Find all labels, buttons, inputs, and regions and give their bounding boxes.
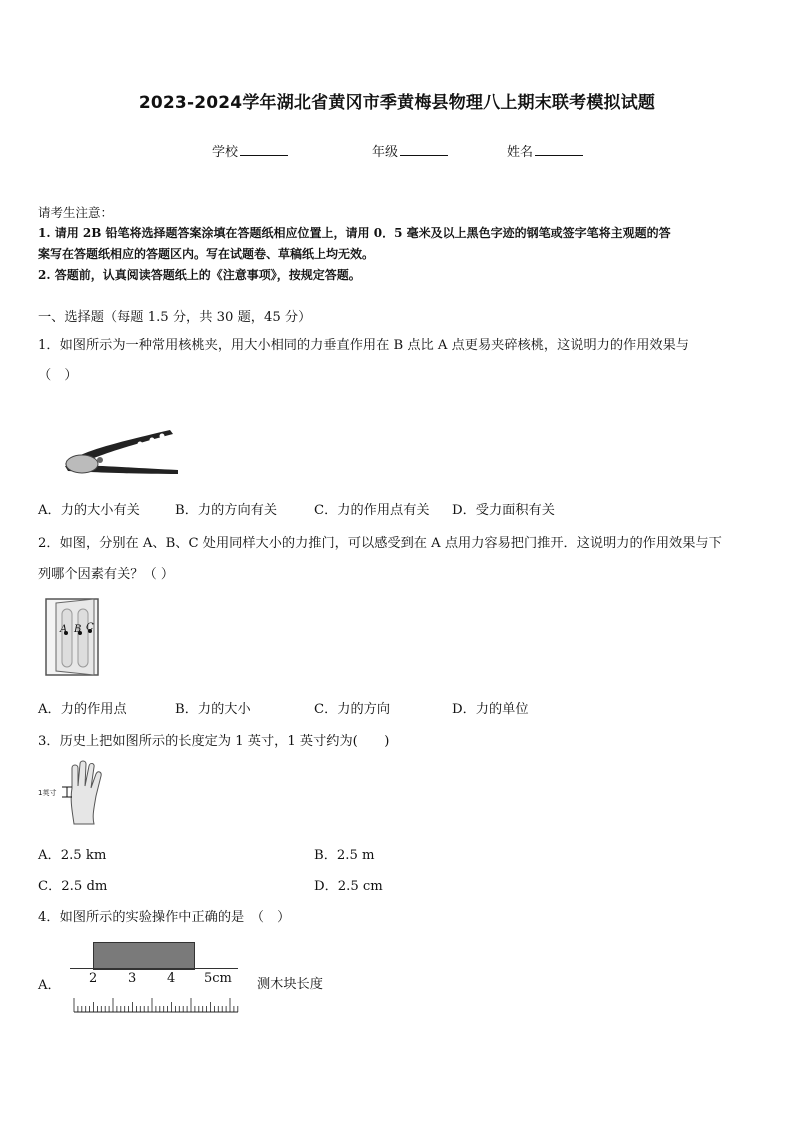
ruler-tick-label-5: 5cm — [204, 971, 232, 986]
school-blank — [240, 143, 288, 156]
ruler-tick-label-2: 2 — [89, 971, 98, 986]
hand-image — [38, 760, 110, 826]
question-2-option-b: B．力的大小 — [175, 702, 251, 717]
notice-line-1: 1. 请用 2B 铅笔将选择题答案涂填在答题纸相应位置上，请用 0．5 毫米及以上黑色字迹的钢笔或签字笔将主观题的答 — [38, 226, 671, 240]
grade-label: 年级 — [372, 145, 399, 160]
notice-line-2: 2. 答题前，认真阅读答题纸上的《注意事项》，按规定答题。 — [38, 268, 361, 282]
name-label: 姓名 — [507, 145, 534, 160]
name-blank — [535, 143, 583, 156]
question-3-option-b: B．2.5 m — [314, 848, 375, 863]
ruler-tick-label-4: 4 — [167, 971, 176, 986]
nutcracker-image — [60, 424, 185, 480]
question-4-option-a-label: A． — [38, 978, 61, 993]
question-4-caption: 测木块长度 — [257, 977, 323, 992]
door-label-b: B — [74, 624, 82, 635]
question-2-option-d: D．力的单位 — [452, 702, 529, 717]
section-heading: 一、选择题（每题 1.5 分，共 30 题，45 分） — [38, 310, 312, 325]
question-1-option-c: C．力的作用点有关 — [314, 503, 430, 518]
door-image — [44, 597, 100, 677]
name-field — [507, 141, 583, 160]
hand-inch-label: 1英寸 — [38, 789, 57, 797]
grade-field — [372, 141, 448, 160]
school-field — [212, 141, 288, 160]
page-title: 2023-2024学年湖北省黄冈市季黄梅县物理八上期末联考模拟试题 — [138, 93, 656, 113]
ruler-scale — [70, 942, 242, 1016]
question-1-text: 1．如图所示为一种常用核桃夹，用大小相同的力垂直作用在 B 点比 A 点更易夹碎核桃，这说明力的作用效果与 — [38, 338, 689, 353]
question-3-option-c: C．2.5 dm — [38, 879, 108, 894]
door-label-a: A — [60, 624, 68, 635]
question-2-option-c: C．力的方向 — [314, 702, 391, 717]
door-label-c: C — [86, 622, 94, 633]
notice-line-1b: 案写在答题纸相应的答题区内。写在试题卷、草稿纸上均无效。 — [38, 247, 375, 261]
question-1-option-d: D．受力面积有关 — [452, 503, 555, 518]
question-1-option-a: A．力的大小有关 — [38, 503, 140, 518]
question-1-blank: （ ） — [38, 368, 78, 383]
ruler-tick-label-3: 3 — [128, 971, 137, 986]
question-2-text: 2．如图，分别在 A、B、C 处用同样大小的力推门，可以感受到在 A 点用力容易把门推开．这说明力的作用效果与下 — [38, 536, 722, 551]
question-3-option-a: A．2.5 km — [38, 848, 107, 863]
door-drawing — [44, 597, 100, 677]
question-1-option-b: B．力的方向有关 — [175, 503, 278, 518]
question-2-text-cont: 列哪个因素有关？（ ） — [38, 567, 175, 582]
question-2-option-a: A．力的作用点 — [38, 702, 127, 717]
ruler-figure — [70, 942, 242, 1016]
grade-blank — [400, 143, 448, 156]
school-label: 学校 — [212, 145, 239, 160]
question-4-text: 4．如图所示的实验操作中正确的是 （ ） — [38, 910, 291, 925]
notice-heading: 请考生注意： — [38, 205, 114, 220]
question-3-text: 3．历史上把如图所示的长度定为 1 英寸，1 英寸约为( ) — [38, 734, 390, 749]
question-3-option-d: D．2.5 cm — [314, 879, 383, 894]
